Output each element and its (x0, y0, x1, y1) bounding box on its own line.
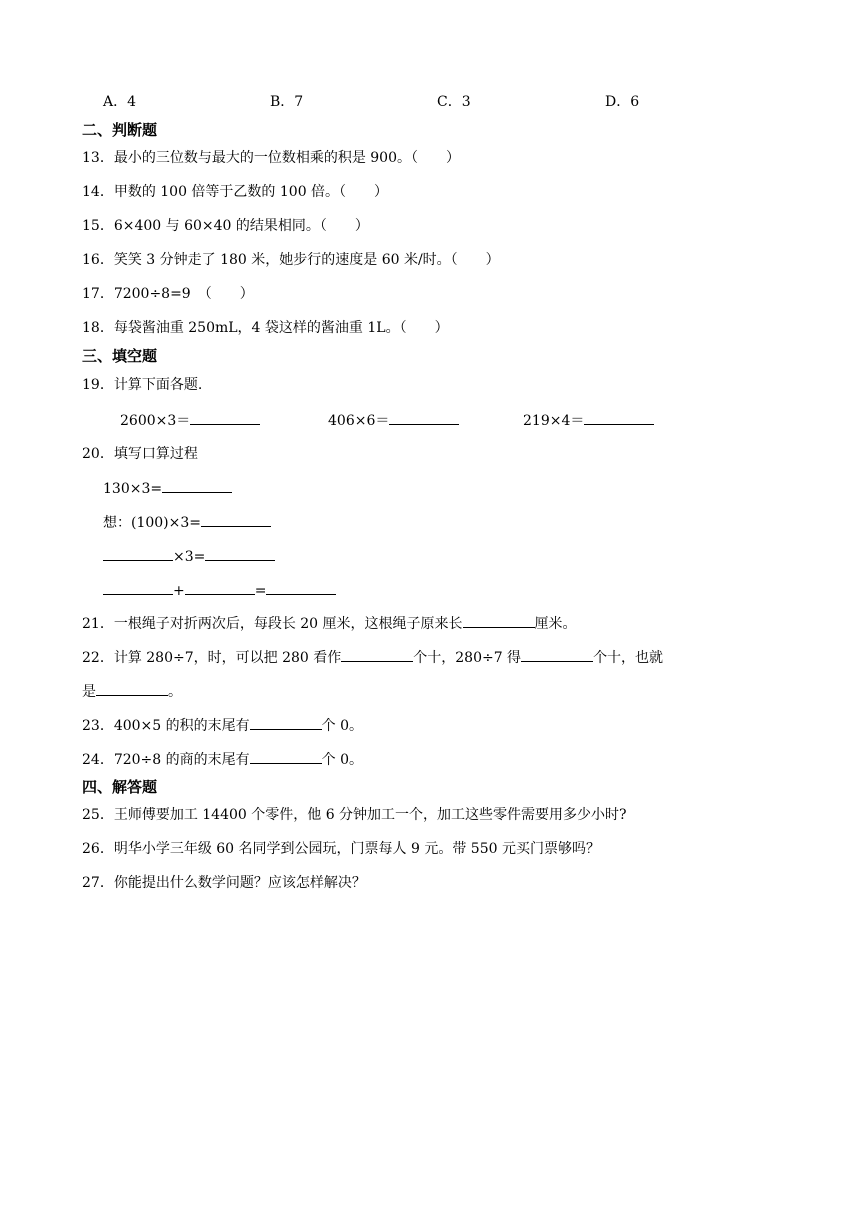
q19-item-2 (328, 410, 459, 431)
q21-text-b: 厘米。 (534, 616, 577, 632)
question-25: 25．王师傅要加工 14400 个零件，他 6 分钟加工一个，加工这些零件需要用多少小时? (82, 807, 627, 823)
question-13: 13．最小的三位数与最大的一位数相乘的积是 900。（ ） (82, 150, 460, 166)
q19-item-1 (120, 410, 260, 431)
answer-blank[interactable] (103, 546, 173, 561)
section-heading-fill: 三、填空题 (82, 347, 158, 365)
q22-text-b: 个十，280÷7 得 (413, 650, 522, 666)
answer-blank[interactable] (584, 410, 654, 425)
section-heading-answer: 四、解答题 (82, 778, 158, 796)
question-17: 17．7200÷8=9 （ ） (82, 286, 254, 302)
q22-text-d: 是 (82, 684, 96, 700)
choice-d: D．6 (605, 94, 640, 110)
question-27: 27．你能提出什么数学问题？应该怎样解决？ (82, 875, 366, 891)
q22-text-e: 。 (168, 684, 182, 700)
question-15: 15．6×400 与 60×40 的结果相同。（ ） (82, 218, 369, 234)
q23-text-b: 个 0。 (321, 718, 363, 734)
section-heading-judge: 二、判断题 (82, 121, 158, 139)
q23-text-a: 23．400×5 的积的末尾有 (82, 718, 250, 734)
question-19: 19．计算下面各题. (82, 377, 203, 393)
q20-line-2-text: 想：(100)×3= (103, 515, 202, 531)
choice-b: B．7 (270, 94, 304, 110)
choice-a: A．4 (103, 94, 137, 110)
answer-blank[interactable] (266, 580, 336, 595)
q21-text-a: 21．一根绳子对折两次后，每段长 20 厘米，这根绳子原来长 (82, 616, 463, 632)
q22-text-a: 22．计算 280÷7，时，可以把 280 看作 (82, 650, 342, 666)
answer-blank[interactable] (521, 647, 593, 662)
q24-text-b: 个 0。 (321, 752, 363, 768)
q19-item-3-text: 219×4＝ (523, 413, 585, 429)
question-26: 26．明华小学三年级 60 名同学到公园玩，门票每人 9 元。带 550 元买门票够吗？ (82, 841, 600, 857)
answer-blank[interactable] (463, 613, 535, 628)
answer-blank[interactable] (250, 715, 322, 730)
question-23 (82, 715, 363, 736)
answer-blank[interactable] (96, 681, 168, 696)
q20-line-4 (103, 580, 336, 601)
question-22 (82, 647, 663, 668)
question-14: 14．甲数的 100 倍等于乙数的 100 倍。（ ） (82, 184, 389, 200)
q20-line-1 (103, 478, 232, 499)
q20-line-4-equals: = (254, 583, 267, 599)
q19-item-1-text: 2600×3＝ (120, 413, 191, 429)
question-21 (82, 613, 577, 634)
question-24 (82, 749, 363, 770)
answer-blank[interactable] (185, 580, 255, 595)
answer-blank[interactable] (205, 546, 275, 561)
q19-item-3 (523, 410, 654, 431)
answer-blank[interactable] (389, 410, 459, 425)
answer-blank[interactable] (341, 647, 413, 662)
answer-blank[interactable] (201, 512, 271, 527)
answer-blank[interactable] (162, 478, 232, 493)
question-16: 16．笑笑 3 分钟走了 180 米，她步行的速度是 60 米/时。（ ） (82, 252, 500, 268)
answer-blank[interactable] (190, 410, 260, 425)
answer-blank[interactable] (103, 580, 173, 595)
q20-line-3 (103, 546, 275, 567)
q20-line-2 (103, 512, 271, 533)
q24-text-a: 24．720÷8 的商的末尾有 (82, 752, 250, 768)
q20-line-4-plus: + (173, 583, 185, 599)
q20-line-3-text: ×3= (173, 549, 206, 565)
question-18: 18．每袋酱油重 250mL，4 袋这样的酱油重 1L。（ ） (82, 320, 449, 336)
answer-blank[interactable] (250, 749, 322, 764)
q20-line-1-text: 130×3= (103, 481, 163, 497)
choice-c: C．3 (437, 94, 471, 110)
question-22-cont (82, 681, 182, 702)
q19-item-2-text: 406×6＝ (328, 413, 390, 429)
question-20: 20．填写口算过程 (82, 446, 198, 462)
q22-text-c: 个十，也就 (593, 650, 664, 666)
